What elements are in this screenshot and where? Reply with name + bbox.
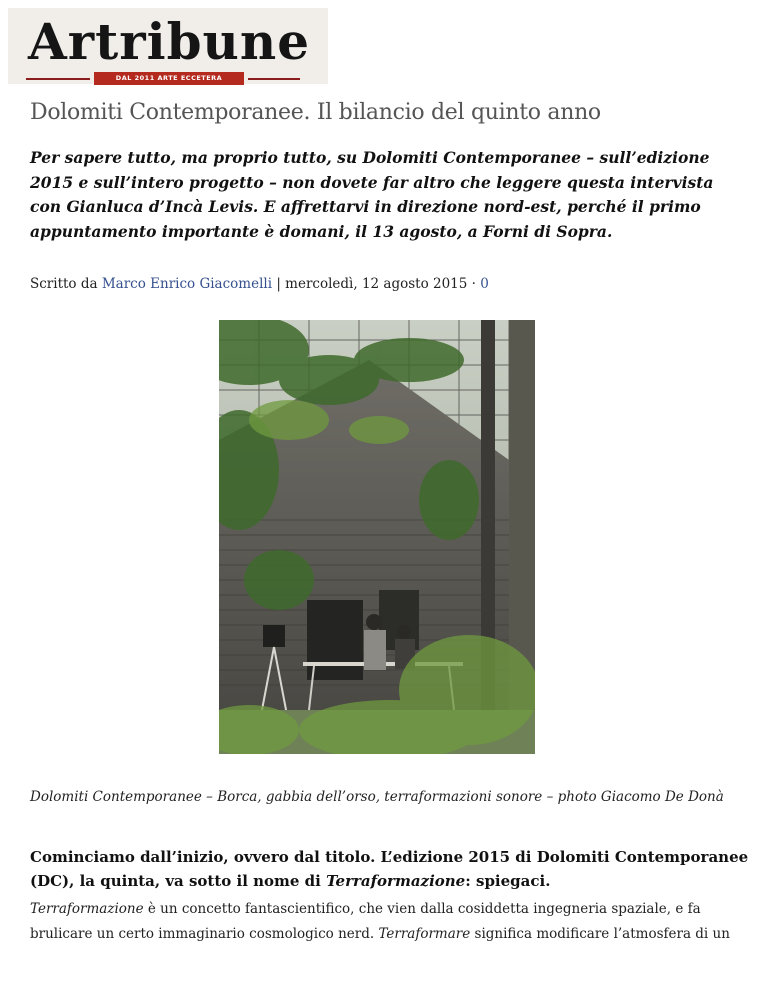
- photo-caption: Dolomiti Contemporanee – Borca, gabbia dell’orso, terraformazioni sonore – photo Giacomo De Donà: [30, 789, 724, 805]
- logo-rule-left: [26, 78, 90, 80]
- comments-count-link[interactable]: 0: [480, 276, 489, 292]
- logo-wordmark: Artribune: [28, 12, 311, 71]
- answer-text-1: è un concetto fantascientifico, che vien dalla cosiddetta ingegneria spaziale, e fa brulicare un certo immaginario cosmologico nerd.: [30, 901, 701, 942]
- answer-text-2: significa modificare l’atmosfera di un: [470, 926, 730, 942]
- question-text-1: Cominciamo dall’inizio, ovvero dal titolo. L’edizione 2015 di Dolomiti Contemporanee (DC), la quinta, va sotto il nome di: [30, 848, 749, 890]
- logo-tagline: DAL 2011 ARTE ECCETERA ECCETERA: [94, 72, 244, 85]
- answer-emphasis-2: Terraformare: [378, 926, 471, 942]
- interview-question: [30, 845, 750, 893]
- question-text-2: : spiegaci.: [465, 872, 551, 890]
- site-logo[interactable]: [8, 8, 328, 95]
- logo-rule-right: [248, 78, 300, 80]
- article-photo: [219, 320, 535, 754]
- photo-illustration: [219, 320, 535, 754]
- interview-answer: [30, 897, 750, 947]
- author-link[interactable]: Marco Enrico Giacomelli: [101, 276, 273, 292]
- article-byline: [30, 276, 489, 292]
- answer-emphasis-1: Terraformazione: [30, 901, 144, 917]
- byline-date: | mercoledì, 12 agosto 2015 ·: [272, 276, 481, 292]
- byline-prefix: Scritto da: [30, 276, 102, 292]
- question-emphasis: Terraformazione: [326, 872, 466, 890]
- article-title: Dolomiti Contemporanee. Il bilancio del quinto anno: [30, 100, 601, 125]
- article-lead: Per sapere tutto, ma proprio tutto, su Dolomiti Contemporanee – sull’edizione 2015 e sull’intero progetto – non dovete far altro che leggere questa intervista con Gianluca d’Incà Levis. E affrettarvi in direzione nord-est, perché il primo appuntamento importante è domani, il 13 agosto, a Forni di Sopra.: [30, 148, 714, 241]
